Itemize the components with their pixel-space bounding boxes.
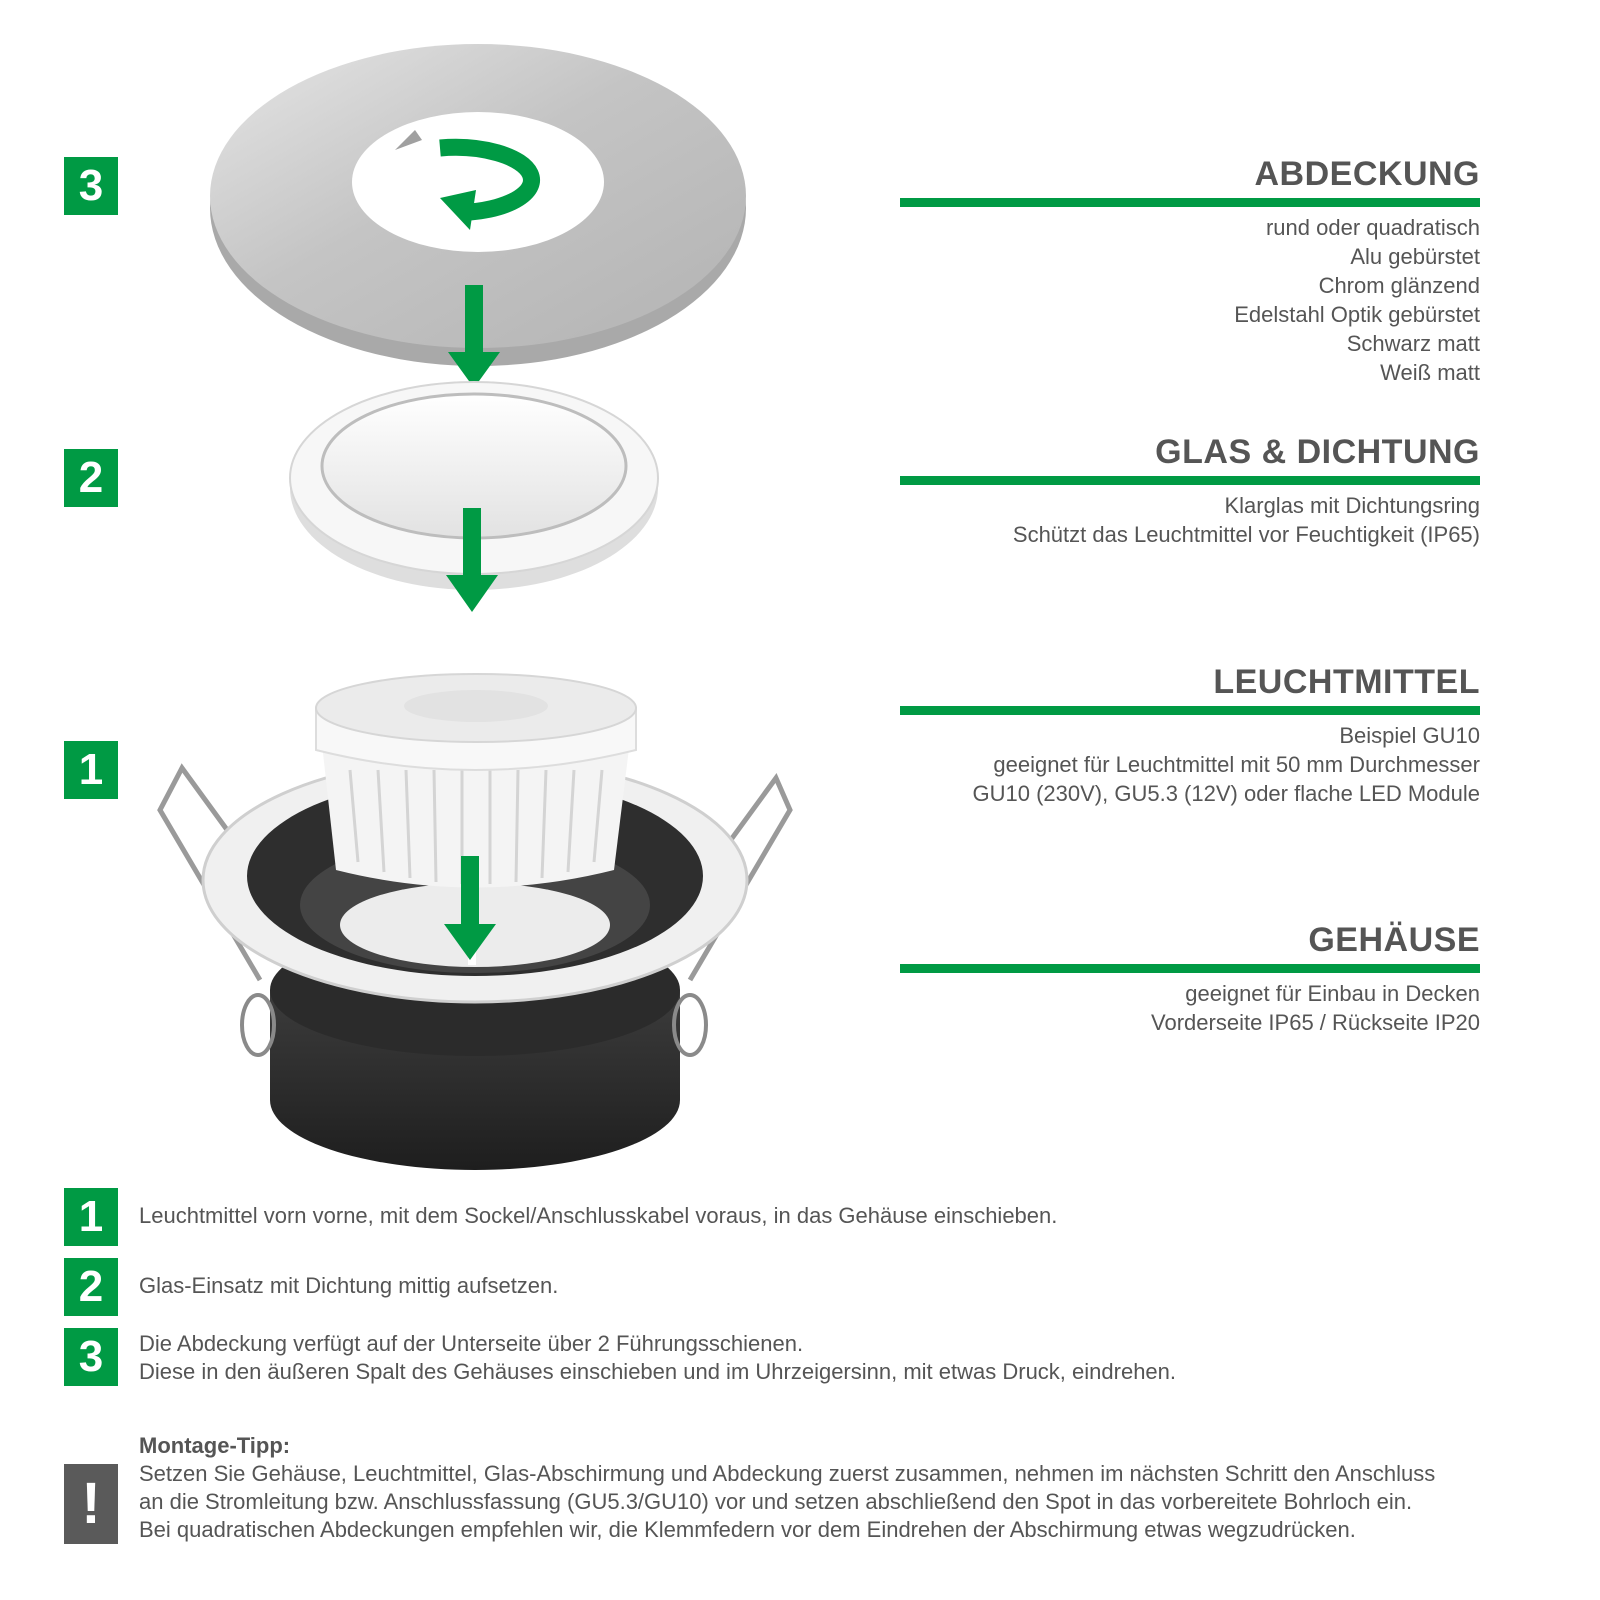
spec-line: GU10 (230V), GU5.3 (12V) oder flache LED Module (972, 781, 1480, 806)
instruction-line: Die Abdeckung verfügt auf der Unterseite über 2 Führungsschienen. (139, 1331, 804, 1356)
instruction-badge-1: 1 (64, 1188, 118, 1246)
spec-glas-dichtung (900, 432, 1480, 549)
spec-line: Klarglas mit Dichtungsring (1224, 493, 1480, 518)
instruction-line: Glas-Einsatz mit Dichtung mittig aufsetzen. (139, 1273, 559, 1298)
spec-title: ABDECKUNG (1254, 155, 1480, 193)
instruction-step-1 (139, 1202, 1579, 1230)
spec-line: Chrom glänzend (1318, 273, 1480, 298)
spec-line: Vorderseite IP65 / Rückseite IP20 (1151, 1010, 1480, 1035)
spec-title: LEUCHTMITTEL (1213, 663, 1480, 701)
montage-tip (139, 1432, 1579, 1544)
instruction-badge-3: 3 (64, 1328, 118, 1386)
spec-line: geeignet für Leuchtmittel mit 50 mm Durchmesser (993, 752, 1480, 777)
instruction-line: Leuchtmittel vorn vorne, mit dem Sockel/Anschlusskabel voraus, in das Gehäuse einschieben. (139, 1203, 1058, 1228)
spec-title: GEHÄUSE (1308, 921, 1480, 959)
instruction-step-2 (139, 1272, 1579, 1300)
spec-line: geeignet für Einbau in Decken (1185, 981, 1480, 1006)
instruction-step-3 (139, 1330, 1579, 1386)
tip-title: Montage-Tipp: (139, 1433, 291, 1458)
step-badge-3: 3 (64, 157, 118, 215)
spec-line: Alu gebürstet (1350, 244, 1480, 269)
green-divider (900, 198, 1480, 207)
green-divider (900, 964, 1480, 973)
spec-line: Weiß matt (1380, 360, 1480, 385)
spec-line: Schützt das Leuchtmittel vor Feuchtigkeit (IP65) (1012, 522, 1480, 547)
tip-line: Bei quadratischen Abdeckungen empfehlen wir, die Klemmfedern vor dem Eindrehen der Abschirmung etwas wegzudrücken. (139, 1517, 1356, 1542)
spec-leuchtmittel (900, 662, 1480, 808)
step-badge-1: 1 (64, 741, 118, 799)
spec-gehaeuse (900, 920, 1480, 1037)
tip-line: an die Stromleitung bzw. Anschlussfassung (GU5.3/GU10) vor und setzen abschließend den Spot in das vorbereitete Bohrloch ein. (139, 1489, 1413, 1514)
instruction-badge-2: 2 (64, 1258, 118, 1316)
spec-line: Edelstahl Optik gebürstet (1234, 302, 1480, 327)
warning-icon: ! (64, 1464, 118, 1544)
spec-line: Beispiel GU10 (1339, 723, 1480, 748)
step-badge-2: 2 (64, 449, 118, 507)
spec-line: rund oder quadratisch (1265, 215, 1480, 240)
instruction-line: Diese in den äußeren Spalt des Gehäuses einschieben und im Uhrzeigersinn, mit etwas Druck, eindrehen. (139, 1359, 1177, 1384)
spec-title: GLAS & DICHTUNG (1155, 433, 1480, 471)
green-divider (900, 476, 1480, 485)
tip-line: Setzen Sie Gehäuse, Leuchtmittel, Glas-Abschirmung und Abdeckung zuerst zusammen, nehmen im nächsten Schritt den Anschluss (139, 1461, 1436, 1486)
spec-line: Schwarz matt (1346, 331, 1480, 356)
spec-abdeckung (900, 154, 1480, 387)
green-divider (900, 706, 1480, 715)
